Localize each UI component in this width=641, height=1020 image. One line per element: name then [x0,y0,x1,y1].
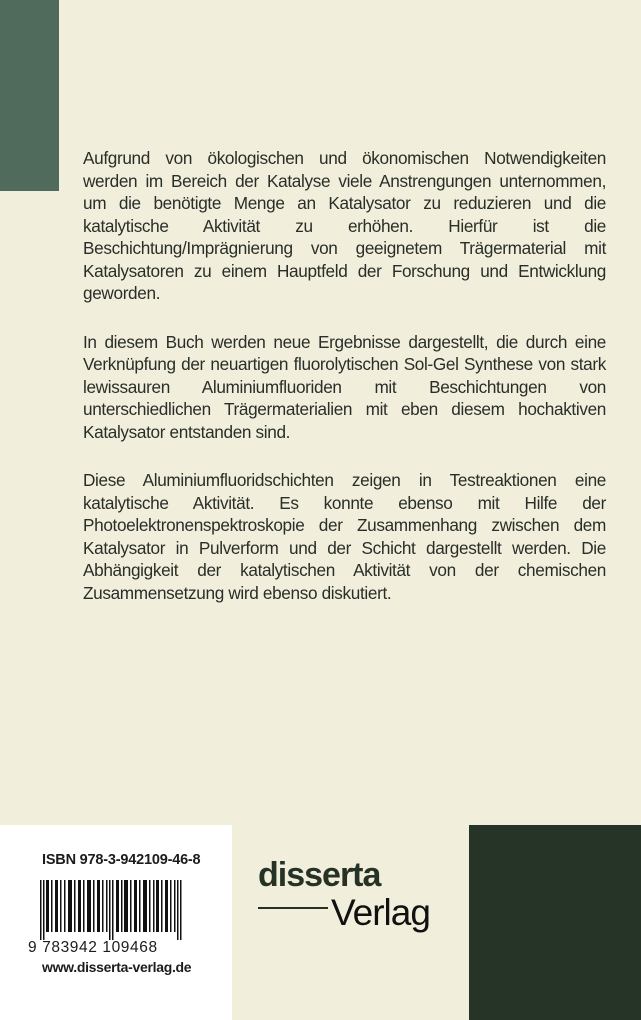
blurb-paragraph-2: In diesem Buch werden neue Ergebnisse dargestellt, die durch eine Verknüpfung der neuartigen fluorolytischen Sol-Gel Synthese von stark lewissauren Aluminiumfluoriden mit Beschichtungen von unterschiedlichen Trägermaterialien mit eben diesem hochaktiven Katalysator entstanden sind. [83,331,606,442]
logo-disserta: disserta [258,856,381,894]
blurb-paragraph-1: Aufgrund von ökologischen und ökonomischen Notwendigkeiten werden im Bereich der Katalyse viele Anstrengungen unternommen, um die benötigte Menge an Katalysator zu reduzieren und die katalytische Aktivität zu erhöhen. Hierfür ist die Beschichtung/Imprägnierung von geeignetem Trägermaterial mit Katalysatoren zu einem Hauptfeld der Forschung und Entwicklung geworden. [83,148,606,303]
green-accent-block [0,0,59,191]
dark-accent-block [469,825,641,1020]
isbn-label: ISBN 978-3-942109-46-8 [42,852,201,868]
logo-rule [258,907,328,909]
blurb-paragraph-3: Diese Aluminiumfluoridschichten zeigen in Testreaktionen eine katalytische Aktivität. Es konnte ebenso mit Hilfe der Photoelektronenspektroskopie der Zusammenhang zwischen dem Katalysator in Pulverform und der Schicht dargestellt werden. Die Abhängigkeit der katalytischen Aktivität von der chemischen Zusammensetzung wird ebenso diskutiert. [83,470,606,603]
publisher-logo [258,855,458,955]
isbn-panel [0,825,232,1020]
logo-verlag: Verlag [331,892,430,933]
publisher-url: www.disserta-verlag.de [42,959,192,975]
back-cover-blurb [83,147,606,630]
barcode-icon [40,880,182,940]
barcode-digits: 9 783942 109468 [28,939,158,956]
